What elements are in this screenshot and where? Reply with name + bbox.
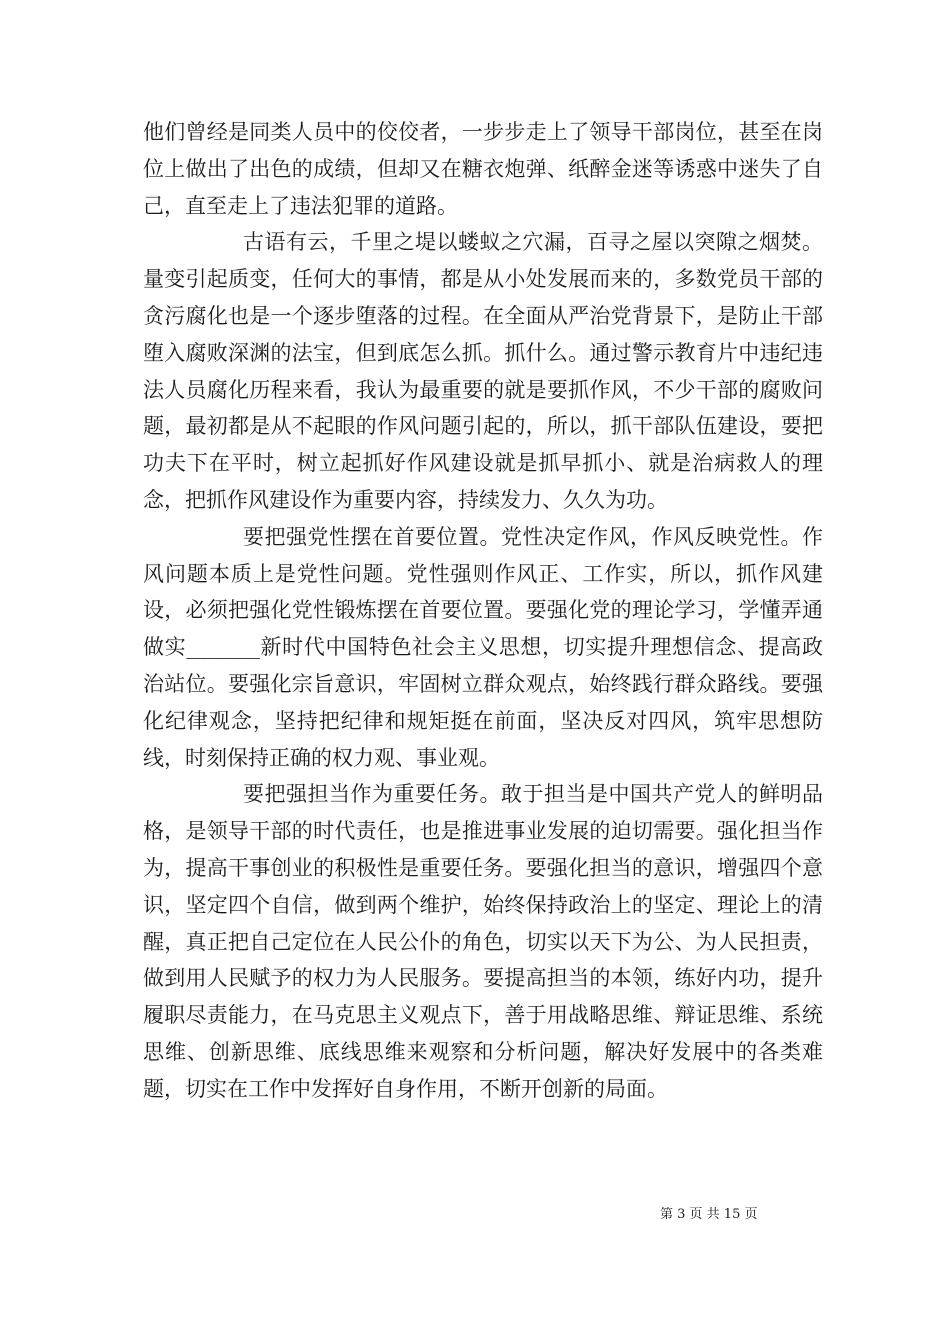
paragraph-continuation: 他们曾经是同类人员中的佼佼者，一步步走上了领导干部岗位，甚至在岗位上做出了出色的成绩，但却又在糖衣炮弹、纸醉金迷等诱惑中迷失了自己，直至走上了违法犯罪的道路。 [143, 120, 823, 218]
document-body [143, 114, 823, 1108]
paragraph-responsibility: 要把强担当作为重要任务。敢于担当是中国共产党人的鲜明品格，是领导干部的时代责任，也是推进事业发展的迫切需要。强化担当作为，提高干事创业的积极性是重要任务。要强化担当的意识，增强四个意识，坚定四个自信，做到两个维护，始终保持政治上的坚定、理论上的清醒，真正把自己定位在人民公仆的角色，切实以天下为公、为人民担责，做到用人民赋予的权力为人民服务。要提高担当的本领，练好内功，提升履职尽责能力，在马克思主义观点下，善于用战略思维、辩证思维、系统思维、创新思维、底线思维来观察和分析问题，解决好发展中的各类难题，切实在工作中发挥好自身作用，不断开创新的局面。 [143, 782, 823, 1101]
paragraph-party-spirit: 要把强党性摆在首要位置。党性决定作风，作风反映党性。作风问题本质上是党性问题。党性强则作风正、工作实，所以，抓作风建设，必须把强化党性锻炼摆在首要位置。要强化党的理论学习，学懂弄通做实_______新时代中国特色社会主义思想，切实提升理想信念、提高政治站位。要强化宗旨意识，牢固树立群众观点，始终践行群众路线。要强化纪律观念，坚持把纪律和规矩挺在前面，坚决反对四风，筑牢思想防线，时刻保持正确的权力观、事业观。 [143, 524, 823, 770]
paragraph-ancient-saying: 古语有云，千里之堤以蝼蚁之穴漏，百寻之屋以突隙之烟焚。量变引起质变，任何大的事情，都是从小处发展而来的，多数党员干部的贪污腐化也是一个逐步堕落的过程。在全面从严治党背景下，是防止干部堕入腐败深渊的法宝，但到底怎么抓。抓什么。通过警示教育片中违纪违法人员腐化历程来看，我认为最重要的就是要抓作风，不少干部的腐败问题，最初都是从不起眼的作风问题引起的，所以，抓干部队伍建设，要把功夫下在平时，树立起抓好作风建设就是抓早抓小、就是治病救人的理念，把抓作风建设作为重要内容，持续发力、久久为功。 [143, 230, 823, 512]
page-number-footer: 第 3 页 共 15 页 [660, 1207, 758, 1222]
